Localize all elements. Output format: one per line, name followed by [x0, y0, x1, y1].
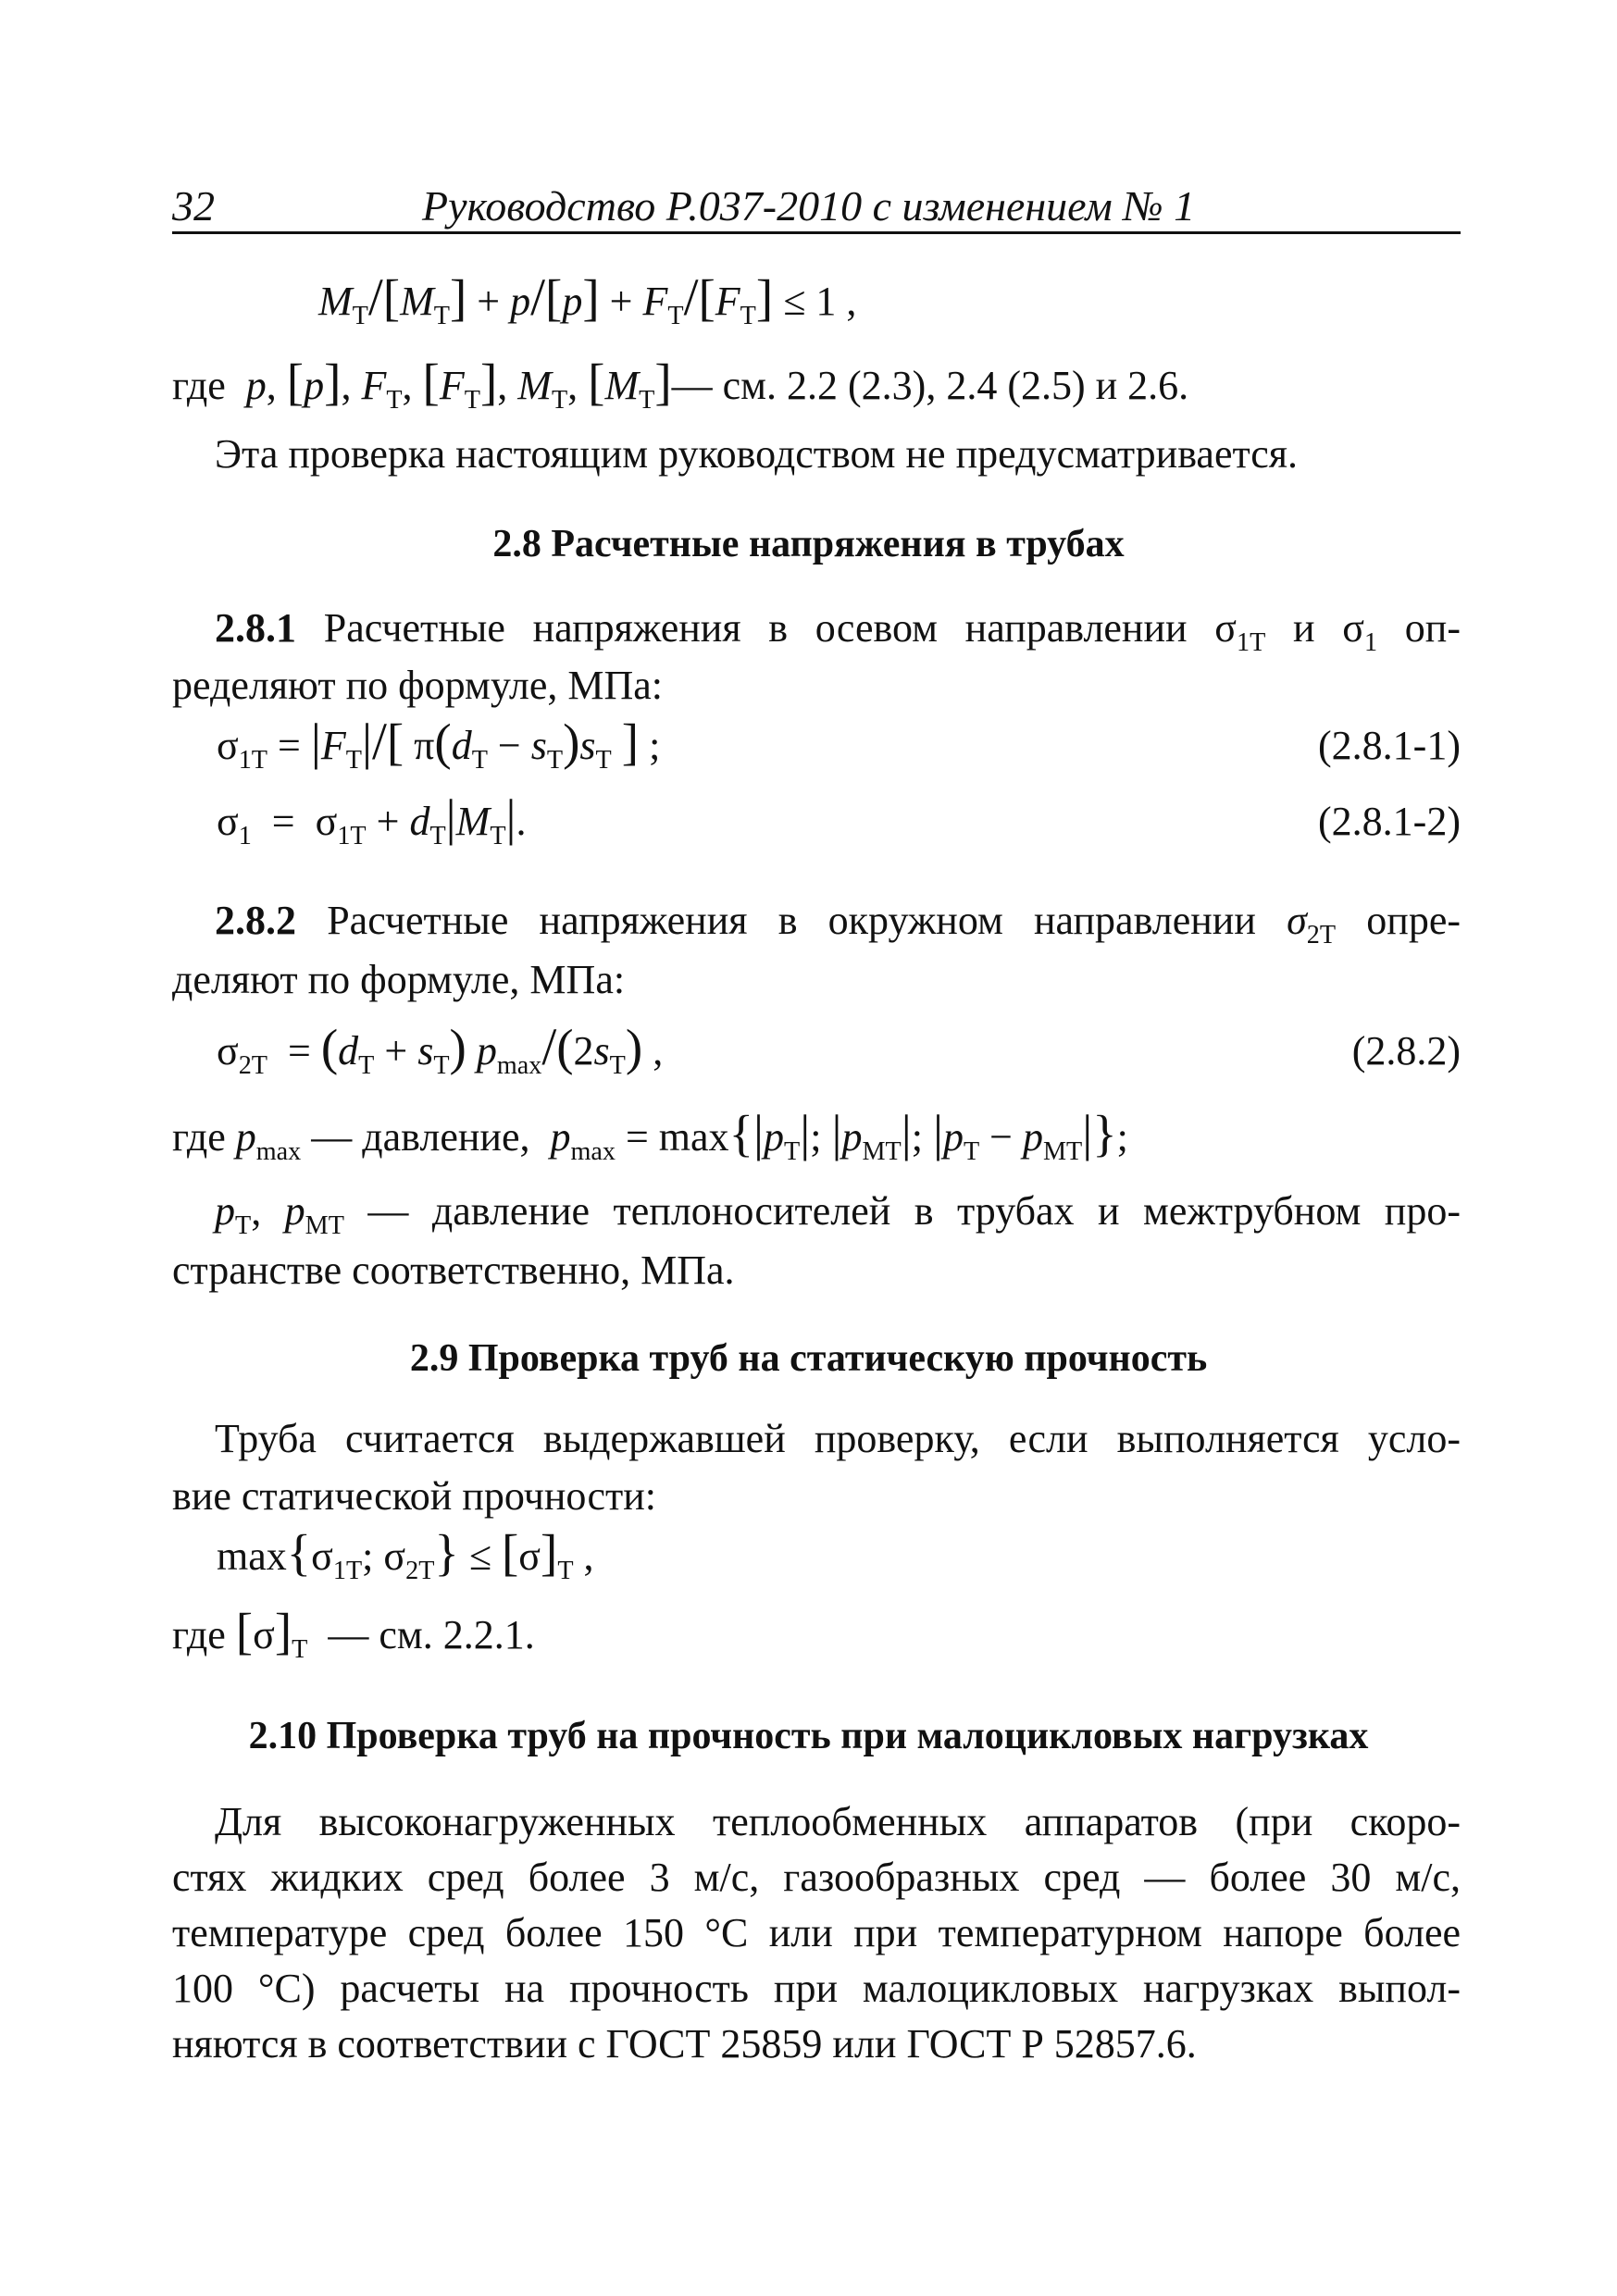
para-2-9-text: Труба считается выдержавшей проверку, если выполняется усло- [215, 1416, 1461, 1461]
intro-note: Эта проверка настоящим руководством не предусматривается. [215, 431, 1299, 477]
eq-number-2-8-1-2: (2.8.1-2) [1318, 799, 1461, 844]
eq-number-2-8-2: (2.8.2) [1351, 1028, 1461, 1074]
para-2-8-2-line1: 2.8.2 Расчетные напряжения в окружном направлении $\sigma_{2Т}$ опре- [215, 898, 1461, 949]
para-2-8-1-number: 2.8.1 [215, 605, 296, 651]
para-2-8-1-line1: 2.8.1 Расчетные напряжения в осевом направлении $\sigma_{1Т}$ и $\sigma_1$ оп- [215, 605, 1461, 657]
conj-and: и [1293, 605, 1315, 651]
para-2-8-2-text: Расчетные напряжения в окружном направлении [327, 898, 1256, 943]
section-2-9-title: 2.9 Проверка труб на статическую прочность [409, 1337, 1208, 1380]
running-title: Руководство Р.037-2010 с изменением № 1 [422, 182, 1196, 230]
para-2-9-line2: вие статической прочности: [172, 1473, 656, 1519]
where-prefix-3: где [172, 1612, 226, 1657]
where-reference: — см. 2.2 (2.3), 2.4 (2.5) и 2.6. [671, 363, 1189, 408]
para-2-10-line5: няются в соответствии с ГОСТ 25859 или ГОСТ Р 52857.6. [172, 2021, 1197, 2066]
header-rule [172, 231, 1461, 234]
pt-definition-line1: $p_Т$, $p_{МТ}$ — давление теплоносителей в трубах и межтрубном про- [215, 1188, 1461, 1240]
sigma-definition: где $[\sigma]_Т$ — см. 2.2.1. [172, 1603, 535, 1664]
sigma-ref: — см. 2.2.1. [328, 1612, 535, 1657]
formula-2-8-1-2: $\sigma_1 = \sigma_{1Т} + d_Т|M_Т|$. [217, 789, 527, 850]
formula-2-8-1-1: $\sigma_{1Т} = |F_Т|/$[ $\pi(d_Т - s_Т)s_Т$ ] ; [217, 713, 661, 775]
formula-2-8-2: $\sigma_{2Т} = (d_Т + s_Т)$ $p_{max}/(2s_Т)$ , [217, 1018, 664, 1080]
para-2-8-1-text: Расчетные напряжения в осевом направлении [323, 605, 1188, 651]
para-2-10-line1 [172, 1795, 1461, 1849]
para-2-8-1-line2: ределяют по формуле, МПа: [172, 663, 664, 708]
para-2-9-line1 [172, 1412, 1461, 1466]
para-2-10-line3: температуре сред более 150 °С или при температурном напоре более [172, 1910, 1461, 1955]
para-2-8-2-line2: деляют по формуле, МПа: [172, 957, 626, 1002]
eq-number-2-8-1-1: (2.8.1-1) [1318, 723, 1461, 768]
formula-strength-condition: $M_Т/[M_Т] + p/[p] + F_Т/[F_Т] \le 1$ , [318, 268, 857, 330]
hyphen-tail: оп- [1404, 605, 1461, 651]
pt-definition-line2: странстве соответственно, МПа. [172, 1247, 735, 1293]
hyphen-tail-2: опре- [1366, 898, 1461, 943]
section-2-10-title: 2.10 Проверка труб на прочность при малоцикловых нагрузках [248, 1715, 1369, 1757]
para-2-10-line4: 100 °С) расчеты на прочность при малоцикловых нагрузках выпол- [172, 1966, 1461, 2011]
formula-static-strength: $\max\{\sigma_{1Т}$; $\sigma_{2Т}\} \le [\sigma]_Т$ , [217, 1524, 594, 1585]
where-prefix-2: где [172, 1114, 226, 1160]
pmax-desc: — давление, [311, 1114, 530, 1160]
para-2-8-2-number: 2.8.2 [215, 898, 296, 943]
pmax-definition: где $p_{max}$ — давление, $p_{max} = \max\{|p_Т|$; $|p_{МТ}|$; $|p_Т - p_{МТ}|$}; [172, 1105, 1128, 1166]
pt-desc: — давление теплоносителей в трубах и межтрубном про- [367, 1188, 1461, 1234]
where-prefix: где [172, 363, 226, 408]
para-2-10-text-1: Для высоконагруженных теплообменных аппаратов (при скоро- [215, 1799, 1461, 1844]
page-number: 32 [172, 182, 215, 230]
para-2-10-line2: стях жидких сред более 3 м/с, газообразных сред — более 30 м/с, [172, 1855, 1461, 1900]
formula-where-line: где p, [p], $F_Т$, $[F_Т]$, $M_Т$, $[M_Т]—$ см. 2.2 (2.3), 2.4 (2.5) и 2.6. [172, 354, 1189, 415]
section-2-8-title: 2.8 Расчетные напряжения в трубах [492, 523, 1125, 565]
